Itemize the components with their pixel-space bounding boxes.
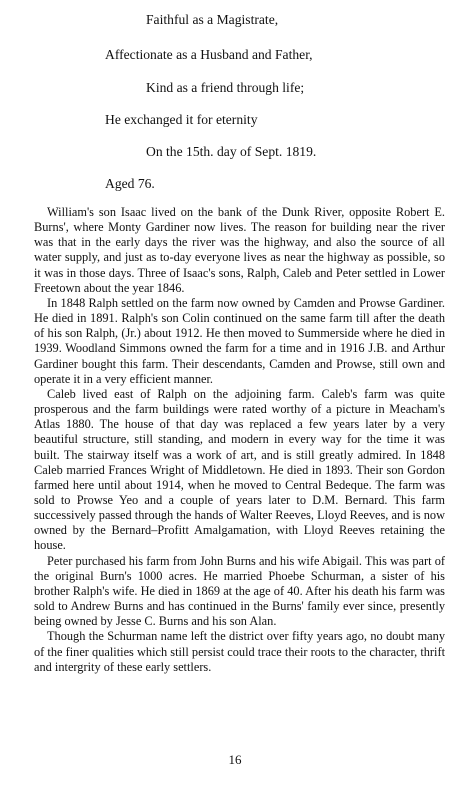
epitaph-line: Affectionate as a Husband and Father, <box>105 47 313 62</box>
body-text <box>34 205 445 675</box>
epitaph-line: Kind as a friend through life; <box>146 80 305 95</box>
epitaph-line: He exchanged it for eternity <box>105 112 258 127</box>
epitaph-line: On the 15th. day of Sept. 1819. <box>146 144 317 159</box>
epitaph-line: Faithful as a Magistrate, <box>146 12 279 27</box>
epitaph-line: Aged 76. <box>105 176 155 191</box>
paragraph: Caleb lived east of Ralph on the adjoining farm. Caleb's farm was quite prosperous and the farm buildings were rated worthy of a picture in Meacham's Atlas 1880. The house of that day was replaced a few years later by a very beautiful structure, still standing, and modern in every way for the time it was built. The stairway itself was a work of art, and is still greatly admired. In 1848 Caleb married Frances Wright of Middletown. He died in 1893. Their son Gordon farmed here until about 1914, when he moved to Central Bedeque. The farm was sold to Prowse Yeo and a couple of years later to D.M. Bernard. This farm successively passed through the hands of Walter Reeves, Lloyd Reeves, and is now owned by the Bernard–Profitt Amalgamation, with Lloyd Reeves retaining the house. <box>34 386 445 553</box>
page-number: 16 <box>228 752 242 767</box>
paragraph: Peter purchased his farm from John Burns and his wife Abigail. This was part of the original Burn's 1000 acres. He married Phoebe Schurman, a sister of his brother Ralph's wife. He died in 1869 at the age of 40. After his death his farm was sold to Andrew Burns and has continued in the Burns' family ever since, presently being owned by Jesse C. Burns and his son Alan. <box>34 553 445 629</box>
paragraph: In 1848 Ralph settled on the farm now owned by Camden and Prowse Gardiner. He died in 1891. Ralph's son Colin continued on the same farm till after the death of his son Ralph, (Jr.) about 1912. He then moved to Summerside where he died in 1939. Woodland Simmons owned the farm for a time and in 1916 J.B. and Arthur Gardiner bought this farm. Their descendants, Camden and Prowse, still own and operate it in a very efficient manner. <box>34 295 445 386</box>
paragraph: William's son Isaac lived on the bank of the Dunk River, opposite Robert E. Burns', where Monty Gardiner now lives. The reason for building near the river was that in the early days the river was the highway, and also the source of all water supply, and just as to-day everyone lives as near the highway as possible, so it was in those days. Three of Isaac's sons, Ralph, Caleb and Peter settled in Lower Freetown about the year 1846. <box>34 205 445 295</box>
paragraph: Though the Schurman name left the district over fifty years ago, no doubt many of the finer qualities which still persist could trace their roots to the character, thrift and intergrity of these early settlers. <box>34 629 445 674</box>
